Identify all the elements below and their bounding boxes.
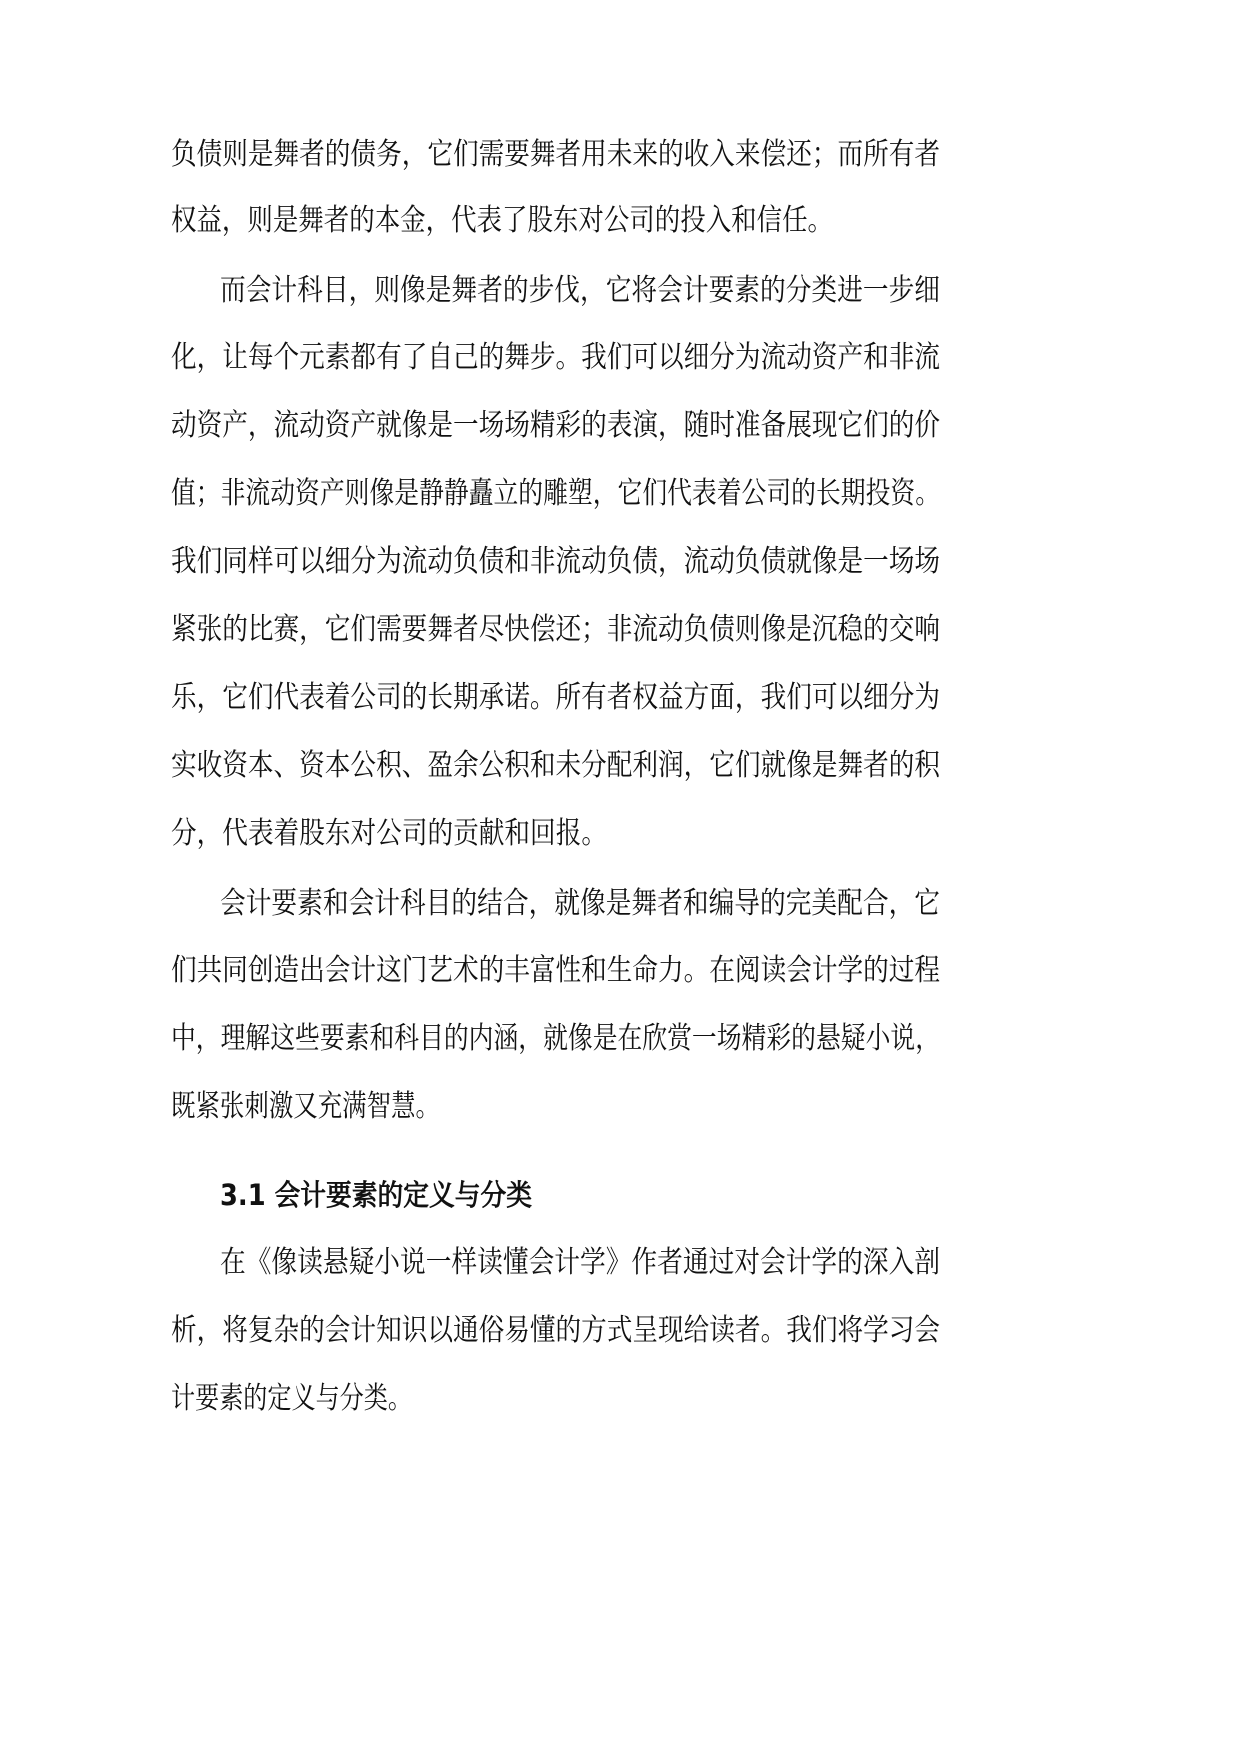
paragraph-line-text: 乐，它们代表着公司的长期承诺。所有者权益方面，我们可以细分为: [171, 680, 940, 715]
paragraph-line-text: 而会计科目，则像是舞者的步伐，它将会计要素的分类进一步细: [220, 273, 940, 308]
paragraph-line-text: 我们同样可以细分为流动负债和非流动负债，流动负债就像是一场场: [171, 544, 940, 579]
paragraph-line-text: 负债则是舞者的债务，它们需要舞者用未来的收入来偿还；而所有者: [171, 137, 940, 172]
paragraph-1-line-1: [0, 118, 1241, 192]
paragraph-line-text: 化，让每个元素都有了自己的舞步。我们可以细分为流动资产和非流: [171, 340, 940, 375]
paragraph-line-text: 在《像读悬疑小说一样读懂会计学》作者通过对会计学的深入剖: [220, 1245, 940, 1280]
paragraph-line-text: 动资产，流动资产就像是一场场精彩的表演，随时准备展现它们的价: [171, 408, 940, 443]
paragraph-2-line-8: [0, 729, 1241, 803]
paragraph-1-line-2: [0, 184, 1241, 258]
paragraph-line-text: 计要素的定义与分类。: [171, 1381, 412, 1416]
paragraph-line-text: 紧张的比赛，它们需要舞者尽快偿还；非流动负债则像是沉稳的交响: [171, 612, 940, 647]
paragraph-4-line-3: [0, 1362, 1241, 1436]
paragraph-3-line-3: [0, 1002, 1241, 1076]
paragraph-line-text: 中，理解这些要素和科目的内涵，就像是在欣赏一场精彩的悬疑小说，: [171, 1021, 940, 1056]
paragraph-2-line-1: [0, 254, 1241, 328]
paragraph-2-line-2: [0, 321, 1241, 395]
paragraph-2-line-4: [0, 457, 1241, 531]
paragraph-line-text: 既紧张刺激又充满智慧。: [171, 1089, 440, 1124]
paragraph-line-text: 们共同创造出会计这门艺术的丰富性和生命力。在阅读会计学的过程: [171, 953, 940, 988]
paragraph-4-line-1: [0, 1226, 1241, 1300]
paragraph-3-line-4: [0, 1070, 1241, 1144]
paragraph-3-line-1: [0, 867, 1241, 941]
paragraph-3-line-2: [0, 934, 1241, 1008]
paragraph-line-text: 析，将复杂的会计知识以通俗易懂的方式呈现给读者。我们将学习会: [171, 1313, 940, 1348]
paragraph-line-text: 权益，则是舞者的本金，代表了股东对公司的投入和信任。: [171, 203, 833, 238]
paragraph-2-line-5: [0, 525, 1241, 599]
paragraph-2-line-9: [0, 797, 1241, 871]
paragraph-2-line-3: [0, 389, 1241, 463]
paragraph-line-text: 分，代表着股东对公司的贡献和回报。: [171, 816, 607, 851]
paragraph-4-line-2: [0, 1294, 1241, 1368]
paragraph-2-line-7: [0, 661, 1241, 735]
paragraph-2-line-6: [0, 593, 1241, 667]
section-heading-text: 3.1 会计要素的定义与分类: [220, 1178, 532, 1212]
paragraph-line-text: 值；非流动资产则像是静静矗立的雕塑，它们代表着公司的长期投资。: [171, 476, 940, 511]
paragraph-line-text: 实收资本、资本公积、盈余公积和未分配利润，它们就像是舞者的积: [171, 748, 940, 783]
section-heading: [0, 1158, 1241, 1232]
paragraph-line-text: 会计要素和会计科目的结合，就像是舞者和编导的完美配合，它: [220, 886, 940, 921]
